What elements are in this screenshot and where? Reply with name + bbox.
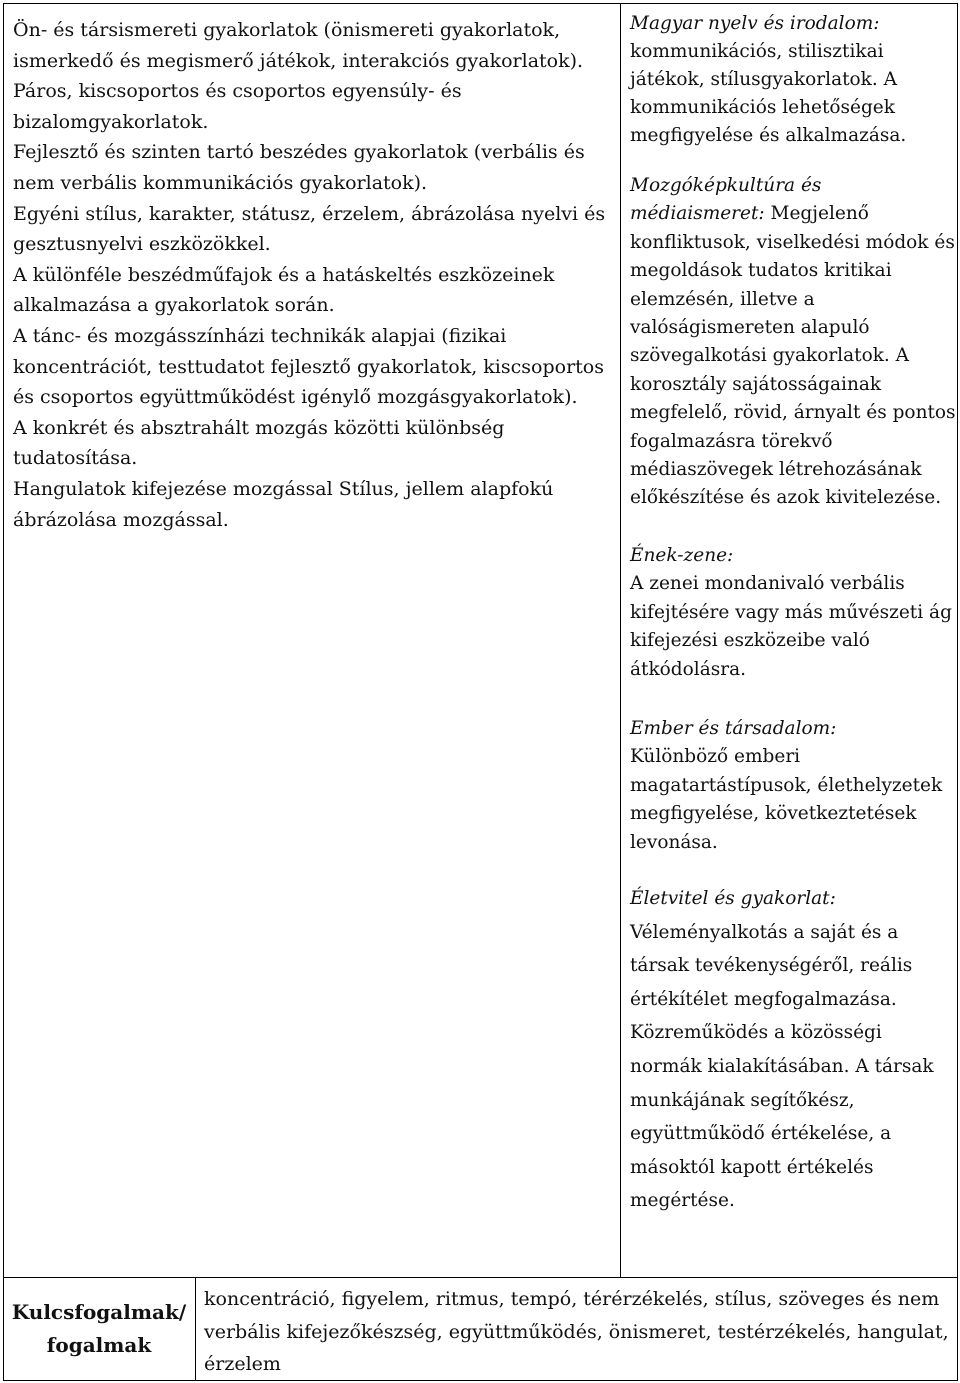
subject-text: A zenei mondanivaló verbális kifejtésére vagy más művészeti ág kifejezési eszközeibe való átkódolásra. bbox=[630, 573, 952, 680]
activity-paragraph: Ön- és társismereti gyakorlatok (önismereti gyakorlatok, ismerkedő és megismerő játékok, interakciós gyakorlatok). bbox=[13, 19, 584, 72]
row-divider bbox=[3, 1277, 958, 1278]
key-concepts-label-line: Kulcsfogalmak/ bbox=[11, 1300, 187, 1324]
activity-paragraph: Páros, kiscsoportos és csoportos egyensúly- és bizalomgyakorlatok. bbox=[13, 80, 462, 133]
activity-paragraph: A tánc- és mozgásszínházi technikák alapjai (fizikai koncentrációt, testtudatot fejlesztő gyakorlatok, kiscsoportos és csoportos együttműködést igénylő mozgásgyakorlatok). bbox=[13, 324, 604, 409]
activity-paragraph: Egyéni stílus, karakter, státusz, érzelem, ábrázolása nyelvi és gesztusnyelvi eszközökkel. bbox=[13, 202, 606, 256]
subject-text: Különböző emberi magatartástípusok, élethelyzetek megfigyelése, következtetések levonása. bbox=[630, 746, 943, 853]
key-concepts-text: koncentráció, figyelem, ritmus, tempó, térérzékelés, stílus, szöveges és nem verbális kifejezőkészség, együttműködés, önismeret, testérzékelés, hangulat, érzelem bbox=[204, 1288, 949, 1375]
connection-block bbox=[630, 715, 958, 857]
subject-label: Ember és társadalom: bbox=[630, 717, 837, 739]
connections-cell bbox=[630, 10, 958, 1218]
subject-text: Megjelenő konfliktusok, viselkedési módok és megoldások tudatos kritikai elemzésén, illetve a valóságismereten alapuló szövegalkotási gyakorlatok. A korosztály sajátosságainak megfelelő, rövid, árnyalt és pontos fogalmazásra törekvő médiaszövegek létrehozásának előkészítése és azok kivitelezése. bbox=[630, 203, 956, 509]
activity-paragraph: Hangulatok kifejezése mozgással Stílus, jellem alapfokú ábrázolása mozgással. bbox=[13, 477, 554, 531]
connection-block bbox=[630, 882, 958, 1218]
activity-paragraph: A különféle beszédműfajok és a hatáskeltés eszközeinek alkalmazása a gyakorlatok során. bbox=[13, 263, 555, 317]
key-concepts-label bbox=[4, 1279, 194, 1379]
connection-block bbox=[630, 172, 958, 513]
connection-block bbox=[630, 542, 958, 684]
key-concepts-label-line: fogalmak bbox=[46, 1333, 152, 1357]
activity-paragraph: Fejlesztő és szinten tartó beszédes gyakorlatok (verbális és nem verbális kommunikációs gyakorlatok). bbox=[13, 141, 585, 194]
activity-paragraph: A konkrét és absztrahált mozgás közötti különbség tudatosítása. bbox=[13, 416, 505, 470]
subject-text: kommunikációs, stilisztikai játékok, stílusgyakorlatok. A kommunikációs lehetőségek megfigyelése és alkalmazása. bbox=[630, 41, 907, 146]
subject-label: Magyar nyelv és irodalom: bbox=[630, 13, 880, 34]
subject-label: Életvitel és gyakorlat: bbox=[630, 887, 836, 909]
subject-text: Véleményalkotás a saját és a társak tevékenységéről, reális értékítélet megfogalmazása. Közreműködés a közösségi normák kialakításában. A társak munkájának segítőkész, együttműködő értékelése, a másoktól kapott értékelés megértése. bbox=[630, 921, 934, 1212]
column-divider bbox=[620, 3, 621, 1278]
connection-block bbox=[630, 10, 958, 150]
key-concepts-divider bbox=[195, 1277, 196, 1381]
subject-label: Ének-zene: bbox=[630, 544, 734, 566]
subject-label: Mozgóképkultúra és médiaismeret: bbox=[630, 175, 822, 225]
activities-cell bbox=[13, 15, 613, 535]
